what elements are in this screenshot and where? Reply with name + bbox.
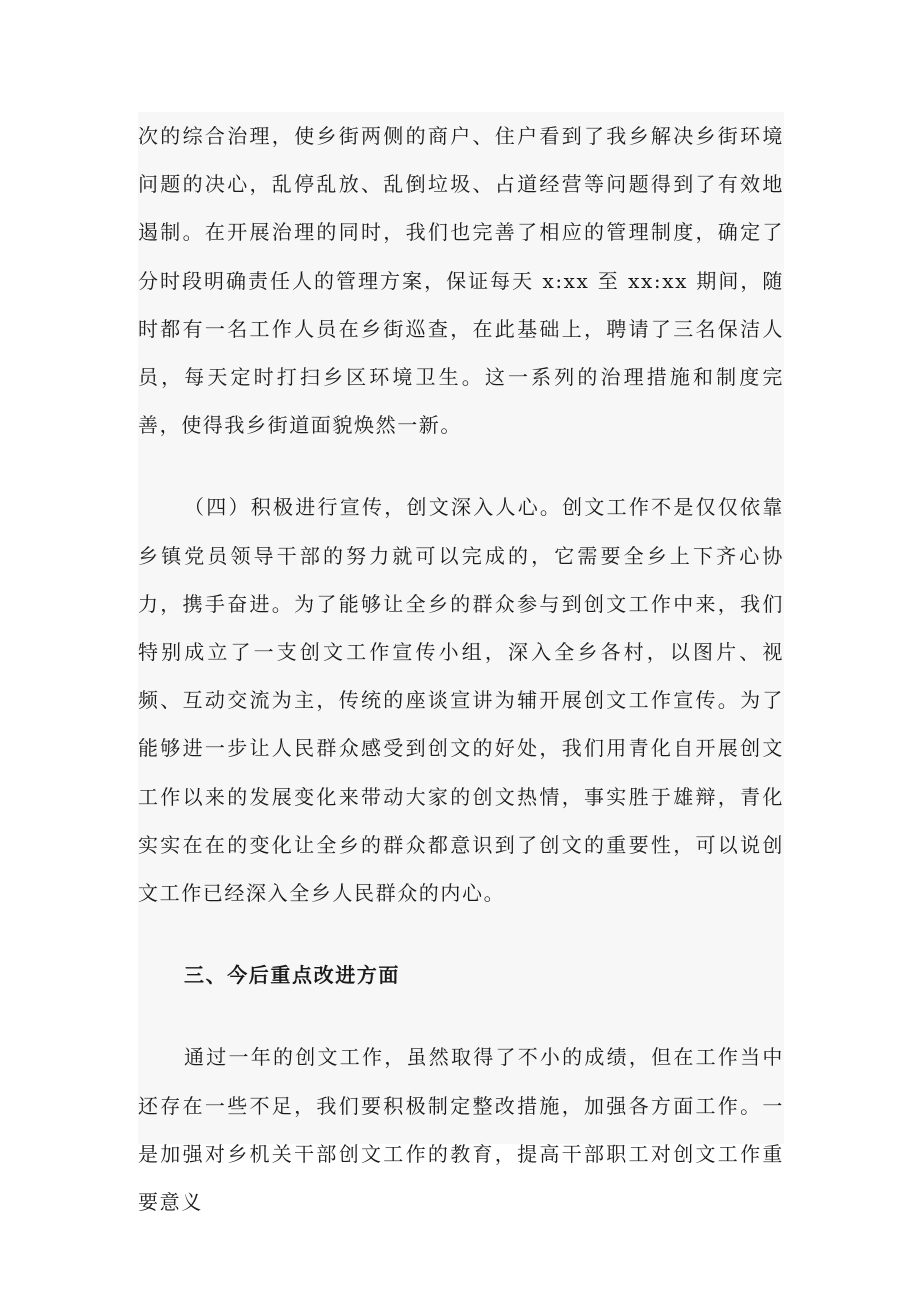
paragraph-spacer <box>138 449 784 483</box>
paragraph-spacer <box>138 999 784 1033</box>
paragraph-improvements: 通过一年的创文工作，虽然取得了不小的成绩，但在工作当中还存在一些不足，我们要积极制定整改措施，加强各方面工作。一是加强对乡机关干部创文工作的教育，提高干部职工对创文工作重要意义 <box>138 1045 784 1215</box>
document-body <box>138 112 784 1215</box>
paragraph-spacer <box>138 917 784 951</box>
paragraph-publicity: （四）积极进行宣传，创文深入人心。创文工作不是仅仅依靠乡镇党员领导干部的努力就可以完成的，它需要全乡上下齐心协力，携手奋进。为了能够让全乡的群众参与到创文工作中来，我们特别成立了一支创文工作宣传小组，深入全乡各村，以图片、视频、互动交流为主，传统的座谈宣讲为辅开展创文工作宣传。为了能够进一步让人民群众感受到创文的好处，我们用青化自开展创文工作以来的发展变化来带动大家的创文热情，事实胜于雄辩，青化实实在在的变化让全乡的群众都意识到了创文的重要性，可以说创文工作已经深入全乡人民群众的内心。 <box>138 495 784 906</box>
section-heading: 三、今后重点改进方面 <box>184 963 400 988</box>
paragraph-sanitation-governance: 次的综合治理，使乡街两侧的商户、住户看到了我乡解决乡街环境问题的决心，乱停乱放、乱倒垃圾、占道经营等问题得到了有效地遏制。在开展治理的同时，我们也完善了相应的管理制度，确定了分时段明确责任人的管理方案，保证每天 x:xx 至 xx:xx 期间，随时都有一名工作人员在乡街巡查，在此基础上，聘请了三名保洁人员，每天定时打扫乡区环境卫生。这一系列的治理措施和制度完善，使得我乡街道面貌焕然一新。 <box>138 124 784 438</box>
